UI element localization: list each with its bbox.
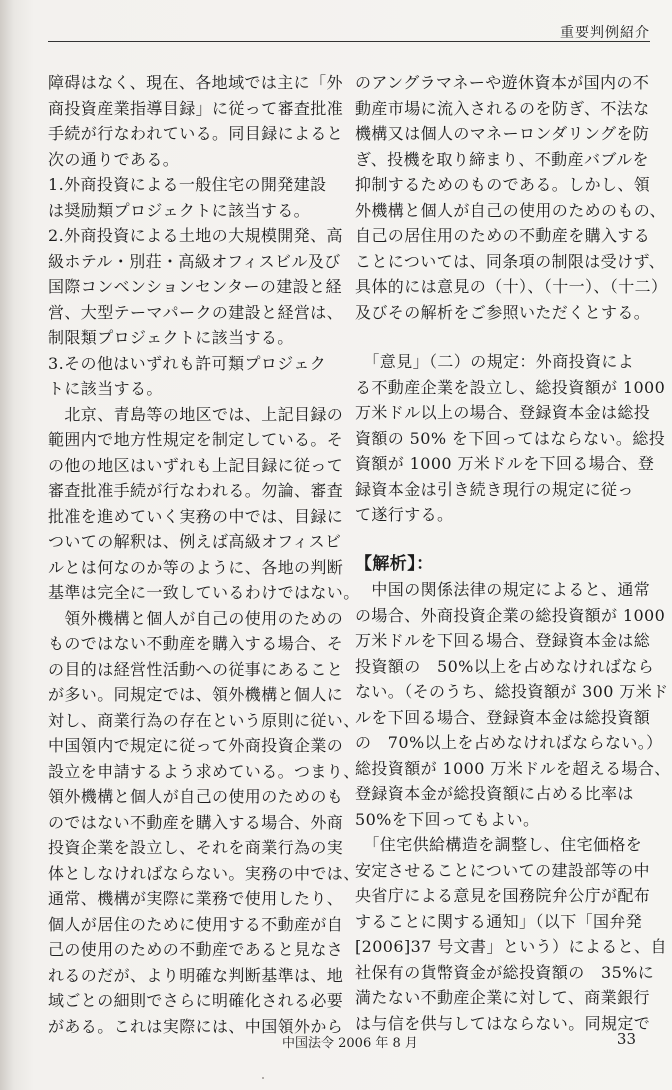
text-line: 具体的には意見の（十）、（十一）、（十二）	[355, 277, 668, 296]
text-line: 中国領内で規定に従って外商投資企業の	[48, 736, 344, 755]
text-line: 資額の 50% を下回ってはならない。総投	[355, 428, 666, 448]
text-line: 及びその解析をご参照いただくとする。	[355, 302, 651, 322]
text-line: 通常、機構が実際に業務で使用したり、	[48, 889, 344, 908]
text-line: 制限類プロジェクトに該当する。	[48, 328, 294, 347]
left-column	[48, 70, 360, 1039]
text-line: 領外機構と個人が自己の使用のための	[48, 608, 344, 628]
text-line: ルとは何なのか等のように、各地の判断	[48, 557, 344, 577]
paragraph	[355, 577, 671, 1036]
text-line: 投資額の 50%以上を占めなければなら	[355, 656, 655, 676]
text-line: 対し、商業行為の存在という原則に従い、	[48, 710, 360, 730]
text-line: 級ホテル・別荘・高級オフィスビル及び	[48, 251, 341, 271]
running-header: 重要判例紹介	[560, 25, 650, 41]
text-line: 次の通りである。	[48, 149, 180, 169]
text-line: 総投資額が 1000 万米ドルを超える場合、	[355, 758, 671, 778]
text-line: ものではない不動産を購入する場合、そ	[48, 634, 344, 653]
text-line: が多い。同規定では、領外機構と個人に	[48, 685, 344, 704]
text-line: のではない不動産を購入する場合、外商	[48, 812, 344, 832]
text-line: ルを下回る場合、登録資本金は総投資額	[355, 707, 651, 727]
page-number: 33	[616, 1030, 636, 1048]
text-line: 商投資産業指導目録」に従って審査批准	[48, 98, 344, 118]
text-line: れるのだが、より明確な判断基準は、地	[48, 965, 344, 985]
text-line: ない。（そのうち、総投資額が 300 万米ド	[355, 682, 669, 701]
text-line: 北京、青島等の地区では、上記目録の	[48, 404, 344, 424]
text-line: 万米ドル以上の場合、登録資本金は総投	[355, 403, 651, 422]
text-line: ついての解釈は、例えば高級オフィスビ	[48, 532, 342, 551]
text-line: 3.その他はいずれも許可類プロジェク	[48, 353, 327, 373]
text-line: 万米ドルを下回る場合、登録資本金は総	[355, 631, 651, 650]
text-line: 審査批准手続が行なわれる。勿論、審査	[48, 481, 344, 500]
text-line: 2.外商投資による土地の大規模開発、高	[48, 226, 343, 245]
text-line: 障碍はなく、現在、各地域では主に「外	[48, 73, 343, 92]
analysis-heading: 【解析】：	[355, 553, 434, 574]
text-line: 自己の居住用のための不動産を購入する	[355, 226, 651, 245]
text-line: 録資本金は引き続き現行の規定に従っ	[355, 479, 634, 499]
text-line: 手続が行なわれている。同目録によると	[48, 124, 344, 143]
right-column	[355, 70, 671, 1036]
text-line: ぎ、投機を取り締まり、不動産バブルを	[355, 149, 649, 169]
text-line: 体としなければならない。実務の中では、	[48, 863, 360, 883]
text-line: トに該当する。	[48, 379, 163, 398]
text-line: 個人が居住のために使用する不動産が自	[48, 914, 344, 934]
header-rule	[48, 41, 650, 42]
text-line: 1.外商投資による一般住宅の開発建設	[48, 175, 327, 194]
text-line: 抑制するためのものである。しかし、領	[355, 175, 651, 194]
text-line: の目的は経営性活動への従事にあること	[48, 659, 344, 679]
text-line: の場合、外商投資企業の総投資額が 1000	[355, 605, 666, 625]
print-speck	[262, 1077, 264, 1079]
text-line: 「意見」（二）の規定：外商投資によ	[355, 352, 635, 371]
text-line: る不動産企業を設立し、総投資額が 1000	[355, 377, 666, 397]
text-line: 登録資本金が総投資額に占める比率は	[355, 784, 634, 803]
text-line: 批准を進めていく実務の中では、目録に	[48, 506, 344, 526]
text-line: は奨励類プロジェクトに該当する。	[48, 200, 311, 220]
text-line: 領外機構と個人が自己の使用のためのも	[48, 787, 344, 806]
text-line: 範囲内で地方性規定を制定している。そ	[48, 430, 344, 449]
text-line: のアングラマネーや遊休資本が国内の不	[355, 73, 650, 92]
text-line: て遂行する。	[355, 505, 454, 524]
text-line: 央省庁による意見を国務院弁公庁が配布	[355, 886, 651, 905]
paragraph	[355, 349, 666, 528]
paragraph-gap	[355, 528, 651, 552]
text-line: 基準は完全に一致しているわけではない。	[48, 583, 360, 602]
text-line: 外機構と個人が自己の使用のためのもの、	[355, 200, 666, 220]
text-line: 資額が 1000 万米ドルを下回る場合、登	[355, 454, 655, 473]
text-line: は与信を供与してはならない。同規定で	[355, 1013, 651, 1033]
text-line: 投資企業を設立し、それを商業行為の実	[48, 838, 344, 857]
paragraph-gap	[355, 325, 651, 349]
text-line: することに関する通知」（以下「国弁発	[355, 911, 643, 931]
text-line: ことについては、同条項の制限は受けず、	[355, 251, 666, 271]
text-line: の 70%以上を占めなければならない。）	[355, 733, 663, 752]
text-line: 「住宅供給構造を調整し、住宅価格を	[355, 835, 643, 854]
text-line: 満たない不動産企業に対して、商業銀行	[355, 988, 650, 1007]
text-line: 社保有の貨幣資金が総投資額の 35%に	[355, 962, 655, 982]
paragraph	[355, 70, 668, 325]
text-line: 中国の関係法律の規定によると、通常	[355, 580, 651, 599]
text-line: 動産市場に流入されるのを防ぎ、不法な	[355, 98, 650, 118]
text-line: 安定させることについての建設部等の中	[355, 860, 650, 880]
text-line: [2006]37 号文書」という）によると、自	[355, 937, 667, 956]
text-line: 域ごとの細則でさらに明確化される必要	[48, 991, 344, 1010]
text-line: 機構又は個人のマネーロンダリングを防	[355, 124, 650, 143]
text-line: 50%を下回ってもよい。	[355, 809, 540, 829]
text-line: の他の地区はいずれも上記目録に従って	[48, 455, 344, 475]
text-line: がある。これは実際には、中国領外から	[48, 1016, 344, 1036]
text-line: 国際コンベンションセンターの建設と経	[48, 277, 342, 296]
text-line: 営、大型テーマパークの建設と経営は、	[48, 302, 344, 322]
text-line: 設立を申請するよう求めている。つまり、	[48, 761, 360, 781]
text-line: 己の使用のための不動産であると見なさ	[48, 940, 344, 959]
footer-publication: 中国法令 2006 年 8 月	[282, 1036, 418, 1051]
left-text	[48, 70, 360, 1039]
